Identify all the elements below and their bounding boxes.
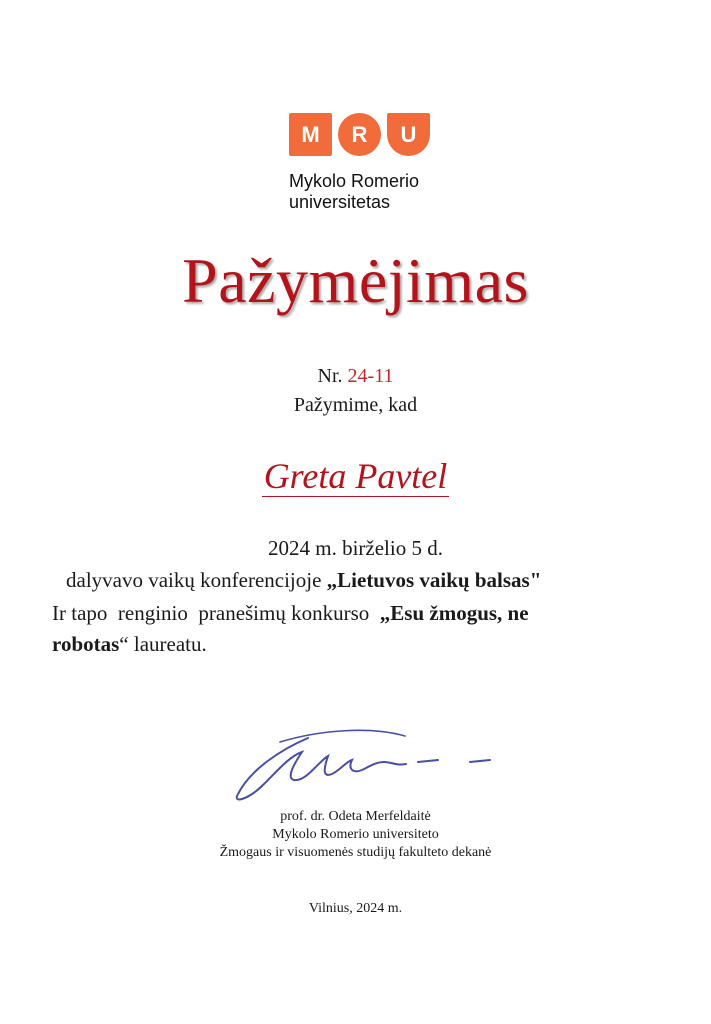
handwritten-signature (220, 722, 500, 812)
certificate-title: Pažymėjimas (182, 245, 529, 316)
participation-text (66, 568, 541, 593)
logo-letter-r: R (338, 113, 381, 156)
recipient-name: Greta Pavtel (263, 456, 448, 496)
contest-name-part2: robotas (52, 632, 120, 656)
signer-name: prof. dr. Odeta Merfeldaitė (280, 809, 431, 824)
award-text-line1 (52, 601, 529, 626)
university-name (289, 171, 419, 213)
recipient-name-wrapper (0, 455, 711, 497)
award-prefix: Ir tapo renginio pranešimų konkurso (52, 601, 380, 625)
university-name-line1: Mykolo Romerio (289, 171, 420, 191)
signer-position: Žmogaus ir visuomenės studijų fakulteto dekanė (219, 845, 492, 860)
participation-prefix: dalyvavo vaikų konferencijoje (66, 568, 327, 592)
certify-text: Pažymime, kad (293, 394, 418, 416)
signer-institution: Mykolo Romerio universiteto (272, 827, 439, 842)
signer-block (0, 808, 711, 862)
award-text-line2 (52, 632, 207, 657)
university-name-line2: universitetas (289, 192, 391, 212)
certificate-number-value: 24-11 (347, 365, 394, 387)
certificate-number (0, 365, 711, 388)
contest-name-part1: „Esu žmogus, ne (379, 601, 529, 625)
award-suffix: “ laureatu. (119, 632, 207, 656)
place-and-year: Vilnius, 2024 m. (308, 901, 403, 916)
event-date: 2024 m. birželio 5 d. (268, 536, 443, 560)
university-logo (289, 113, 430, 156)
conference-name: „Lietuvos vaikų balsas" (326, 568, 542, 592)
logo-letter-u: U (387, 113, 430, 156)
logo-letter-m: M (289, 113, 332, 156)
certificate-number-label: Nr. (317, 365, 343, 387)
